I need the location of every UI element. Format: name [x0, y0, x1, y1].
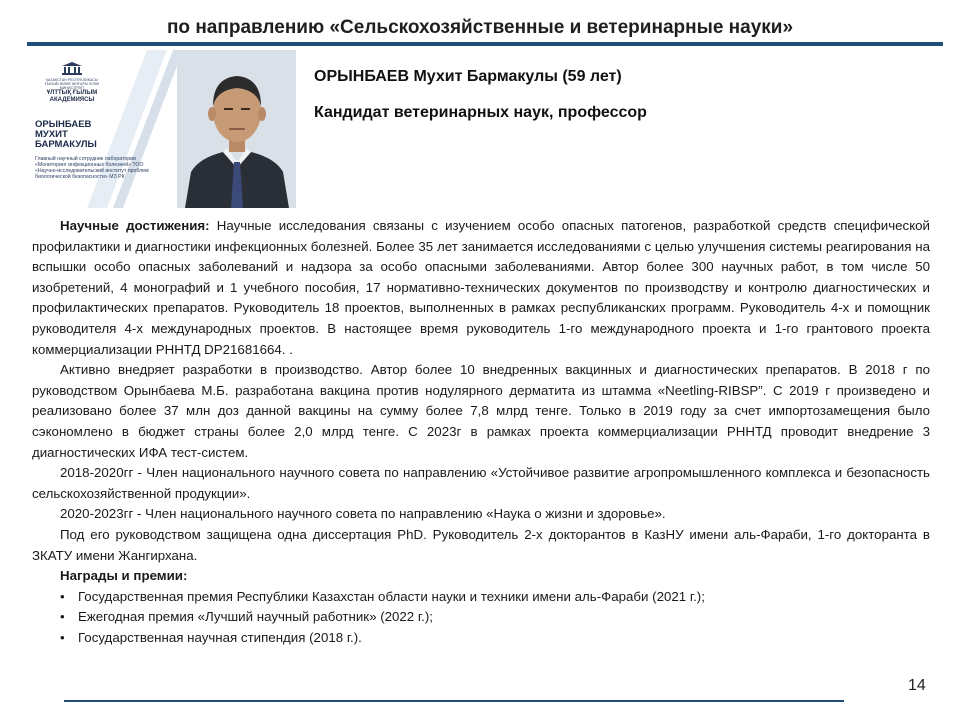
achievements-paragraph: [32, 216, 930, 360]
academy-logo: [41, 62, 103, 103]
logo-small-line-1: ҚАЗАҚСТАН РЕСПУБЛИКАСЫ: [45, 78, 99, 82]
achievements-label: Научные достижения:: [60, 218, 210, 233]
card-person-name: [35, 120, 145, 150]
academy-emblem-icon: [61, 62, 83, 76]
achievements-text: Научные исследования связаны с изучением особо опасных патогенов, разработкой средств специфической профилактики и диагностики инфекционных болезней. Более 35 лет занимается исследованиями с целью улучшения системы реагирования на вспышки особо опасных заболеваний и надзора за особо опасными заболеваниями. Автор более 300 научных работ, в том числе 50 изобретений, 4 монографий и 1 учебного пособия, 17 нормативно-технических документов по производству и контролю диагностических и профилактических препаратов. Руководитель 18 проектов, выполненных в рамках республиканских программ. Руководитель 4-х и помощник руководителя 4-х международных проектов. В настоящее время руководитель 1-го международного проекта и 1-го грантового проекта коммерциализации РННТД DP21681664. .: [32, 218, 930, 357]
person-name: ОРЫНБАЕВ Мухит Бармакулы (59 лет): [314, 68, 622, 85]
footer-rule: [64, 700, 844, 702]
profile-card: [27, 50, 296, 208]
logo-main-line-1: ҰЛТТЫҚ ҒЫЛЫМ: [46, 90, 98, 96]
list-item: • Государственная научная стипендия (2018 г.).: [60, 628, 930, 649]
person-portrait-icon: [177, 50, 296, 208]
card-name-line-3: БАРМАКУЛЫ: [35, 139, 97, 150]
person-degree: Кандидат ветеринарных наук, профессор: [314, 104, 647, 121]
header-rule: [27, 42, 943, 46]
list-item: • Государственная премия Республики Казахстан области науки и техники имени аль-Фараби (2021 г.);: [60, 587, 930, 608]
council-2020-paragraph: 2020-2023гг - Член национального научного совета по направлению «Наука о жизни и здоровье».: [60, 506, 666, 522]
logo-small-line-2: ҒЫЛЫМ ЖӘНЕ ЖОҒАРЫ БІЛІМ МИНИСТРЛІГІ: [44, 82, 100, 90]
implementation-paragraph: Активно внедряет разработки в производство. Автор более 10 внедренных вакцинных и диагностических препаратов. В 2018 г по руководством Орынбаева М.Б. разработана вакцина против нодулярного дерматита из штамма «Neetling-RIBSP”. С 2019 г произведено и реализовано более 37 млн доз данной вакцины на сумму более 7,8 млрд тенге. Только в 2019 году за счет импортозамещения было сэкономлено в бюджет страны более 2,0 млрд тенге. С 2023г в рамках проекта коммерциализации РННТД проводит внедрение 3 диагностических ИФА тест-систем.: [32, 362, 930, 460]
page-number: 14: [908, 677, 926, 694]
council-2018-paragraph: 2018-2020гг - Член национального научного совета по направлению «Устойчивое развитие агропромышленного комплекса и безопасность сельскохозяйственной продукции».: [32, 465, 930, 501]
biography-text: [32, 216, 930, 648]
awards-list: [32, 587, 930, 649]
awards-heading: Награды и премии:: [60, 568, 188, 584]
card-name-line-2: МУХИТ: [35, 129, 68, 140]
supervision-paragraph: Под его руководством защищена одна диссертация PhD. Руководитель 2-х докторантов в КазНУ имени аль-Фараби, 1-го докторанта в ЗКАТУ имени Жангирхана.: [32, 526, 930, 563]
card-name-line-1: ОРЫНБАЕВ: [35, 119, 92, 130]
header-title: по направлению «Сельскохозяйственные и ветеринарные науки»: [166, 17, 794, 38]
list-item: • Ежегодная премия «Лучший научный работник» (2022 г.);: [60, 607, 930, 628]
card-description: Главный научный сотрудник лаборатории «Мониторинг инфекционных болезней» ТОО «Научно-исследовательский институт проблем биологической безопасности» МЗ РК: [35, 156, 149, 180]
logo-main-line-2: АКАДЕМИЯСЫ: [49, 96, 95, 103]
